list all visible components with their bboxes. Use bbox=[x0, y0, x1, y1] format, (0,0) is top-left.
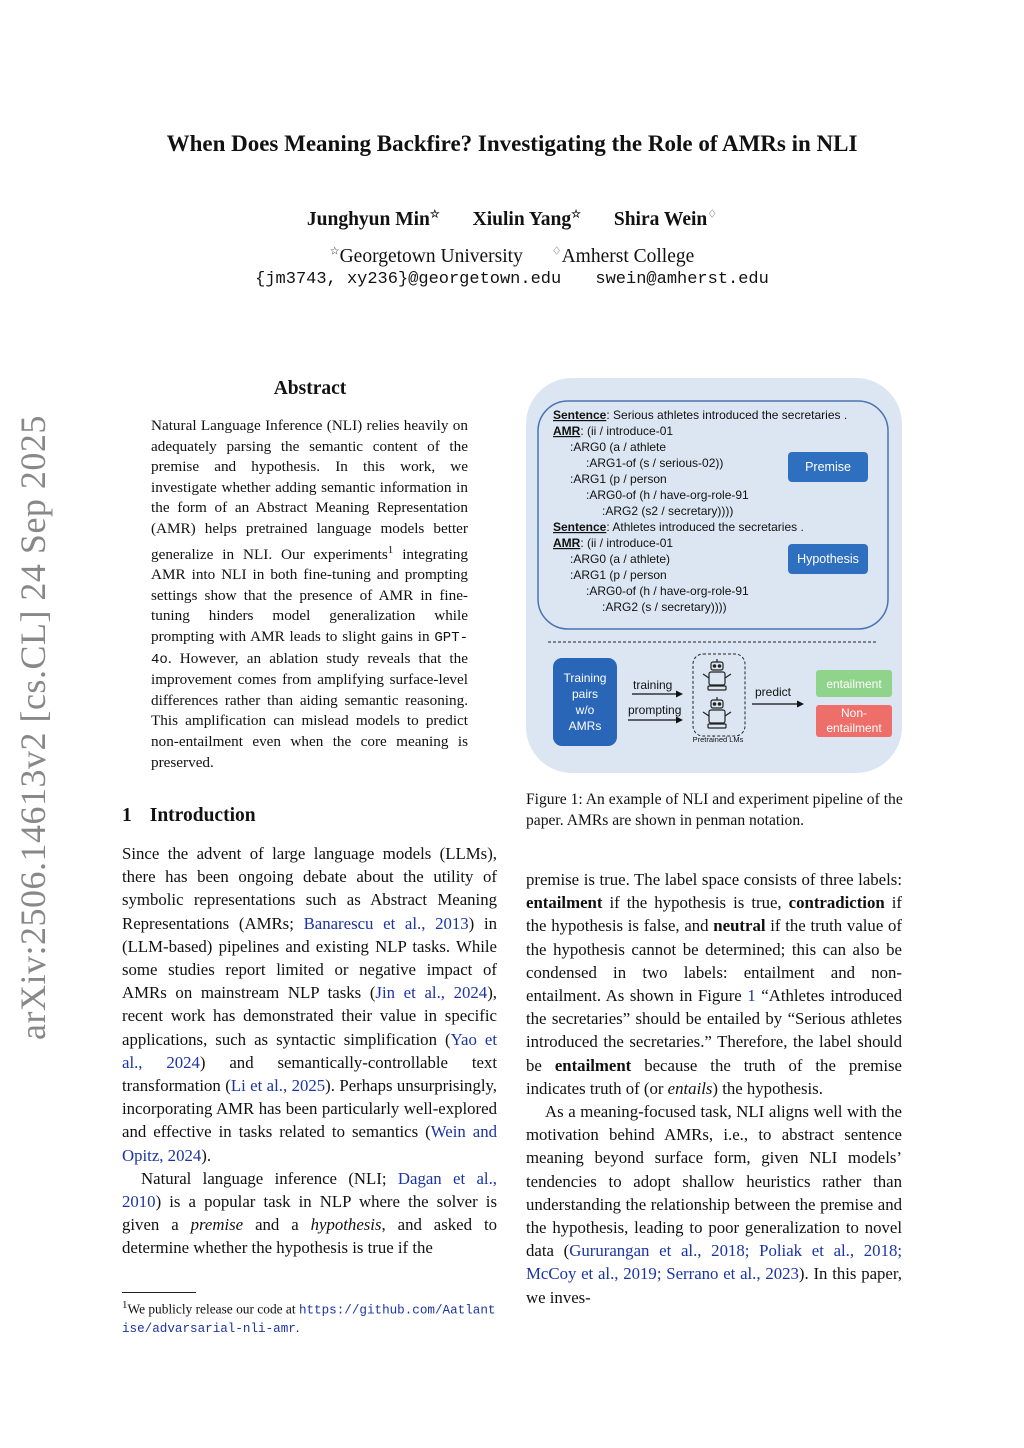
arxiv-stamp: arXiv:2506.14613v2 [cs.CL] 24 Sep 2025 bbox=[13, 415, 53, 1040]
hypothesis-amr-line: AMR: (ii / introduce-01 bbox=[553, 536, 674, 550]
prompting-arrow-label: prompting bbox=[628, 703, 682, 717]
affiliations bbox=[0, 244, 1024, 268]
premise-amr-line: :ARG0 (a / athlete bbox=[570, 440, 667, 454]
paper-title: When Does Meaning Backfire? Investigating the Role of AMRs in NLI bbox=[166, 131, 858, 156]
hypothesis-amr-line: :ARG0-of (h / have-org-role-91 bbox=[586, 584, 749, 598]
predict-arrow-label: predict bbox=[755, 685, 792, 699]
premise-amr-line: :ARG0-of (h / have-org-role-91 bbox=[586, 488, 749, 502]
training-arrow-label: training bbox=[633, 678, 673, 692]
hypothesis-amr-line: :ARG2 (s / secretary)))) bbox=[602, 600, 727, 614]
premise-sentence: Sentence: Serious athletes introduced the secretaries . bbox=[553, 408, 848, 422]
figure-1 bbox=[526, 378, 902, 773]
code-url-link[interactable]: https://github.com/Aatlantise/advarsarial-nli-amr bbox=[122, 1303, 496, 1337]
premise-amr-line: :ARG2 (s2 / secretary)))) bbox=[602, 504, 734, 518]
paragraph: Natural language inference (NLI; Dagan et al., 2010) is a popular task in NLP where the solver is given a premise and a hypothesis, and asked to determine whether the hypothesis is true if the bbox=[122, 1168, 498, 1258]
author: Shira Wein♢ bbox=[613, 208, 718, 230]
hypothesis-sentence: Sentence: Athletes introduced the secretaries . bbox=[553, 520, 804, 534]
abstract-heading: Abstract bbox=[273, 378, 347, 399]
hypothesis-amr-line: :ARG1 (p / person bbox=[570, 568, 667, 582]
model-name: GPT-4o bbox=[151, 630, 468, 668]
footnote-ref[interactable]: 1 bbox=[387, 543, 394, 556]
affiliation: ♢Amherst College bbox=[551, 245, 695, 267]
section-heading-introduction: 1 Introduction bbox=[122, 805, 256, 826]
premise-amr-line: :ARG1-of (s / serious-02)) bbox=[586, 456, 724, 470]
citation-link[interactable]: Banarescu et al., 2013 bbox=[303, 913, 469, 933]
citation-link[interactable]: McCoy et al., 2019 bbox=[526, 1264, 657, 1284]
paragraph: premise is true. The label space consists of three labels: entailment if the hypothesis is true, contradiction if the hypothesis is false, and neutral if the truth value of the hypothesis cannot be determined; this can also be condensed in two labels: entailment and non-entailment. As shown in Figure 1 “Athletes introduced the secretaries” should be entailed by “Serious athletes introduced the secretaries.” Therefore, the label should be entailment because the truth of the premise indicates truth of (or entails) the hypothesis. bbox=[526, 870, 902, 1098]
author-emails bbox=[0, 270, 1024, 289]
citation-link[interactable]: Jin et al., 2024 bbox=[375, 983, 488, 1003]
premise-amr-line: AMR: (ii / introduce-01 bbox=[553, 424, 674, 438]
citation-link[interactable]: Li et al., 2025 bbox=[230, 1076, 326, 1096]
figure-ref-link[interactable]: 1 bbox=[747, 986, 756, 1006]
right-column-body bbox=[526, 868, 902, 1309]
non-entailment-label: Non- bbox=[840, 706, 868, 720]
hypothesis-tag-label: Hypothesis bbox=[797, 552, 859, 566]
footnote: $^1$We publicly release our code at https://github.com/Aatlantise/advarsarial-nli-amr. bbox=[122, 1299, 496, 1337]
abstract-body: Natural Language Inference (NLI) relies heavily on adequately parsing the semantic content of the premise and hypothesis. In this work, we investigate whether adding semantic information in the form of an Abstract Meaning Representation (AMR) helps pretrained language models better generalize in NLI. Our experiments$^1$ integrating AMR into NLI in both fine-tuning and prompting settings show that the presence of AMR in fine-tuning hinders model generalization while prompting with AMR leads to slight gains in GPT-4o. However, an ablation study reveals that the improvement comes from amplifying surface-level differences rather than aiding semantic reasoning. This amplification can mislead models to predict non-entailment even when the core meaning is preserved. bbox=[151, 417, 468, 771]
citation-link[interactable]: Serrano et al., 2023 bbox=[666, 1264, 799, 1284]
premise-amr-line: :ARG1 (p / person bbox=[570, 472, 667, 486]
training-box-line: pairs bbox=[571, 687, 599, 701]
hypothesis-amr-line: :ARG0 (a / athlete) bbox=[570, 552, 671, 566]
affiliation: ☆Georgetown University bbox=[329, 245, 523, 267]
email: {jm3743, xy236}@georgetown.edu bbox=[255, 270, 562, 289]
author-list bbox=[0, 207, 1024, 231]
author: Xiulin Yang☆ bbox=[472, 208, 581, 230]
citation-link[interactable]: Poliak et al., 2018 bbox=[759, 1241, 898, 1261]
citation-link[interactable]: Dagan et al., 2010 bbox=[122, 1168, 497, 1212]
figure-caption: Figure 1: An example of NLI and experiment pipeline of the paper. AMRs are shown in penman notation. bbox=[526, 791, 903, 829]
paragraph: As a meaning-focused task, NLI aligns well with the motivation behind AMRs, i.e., to abstract sentence meaning beyond surface form, given NLI models’ tendencies to adopt shallow heuristics rather than understanding the relationship between the premise and the hypothesis, leading to poor generalization to novel data (Gururangan et al., 2018; Poliak et al., 2018; McCoy et al., 2019; Serrano et al., 2023). In this paper, we inves- bbox=[526, 1102, 903, 1307]
training-box-line: w/o bbox=[575, 703, 595, 717]
figure-1-diagram bbox=[526, 378, 902, 773]
introduction-body bbox=[122, 842, 497, 1260]
entailment-label: entailment bbox=[826, 677, 882, 691]
training-box-line: Training bbox=[563, 671, 607, 685]
pretrained-lms-label: Pretrained LMs bbox=[692, 735, 744, 744]
citation-link[interactable]: Yao et al., 2024 bbox=[122, 1029, 497, 1072]
training-box-line: AMRs bbox=[568, 719, 602, 733]
citation-link[interactable]: Gururangan et al., 2018 bbox=[569, 1241, 745, 1261]
author: Junghyun Min☆ bbox=[306, 208, 440, 230]
citation-link[interactable]: Wein and Opitz, 2024 bbox=[122, 1122, 498, 1165]
paragraph: Since the advent of large language models (LLMs), there has been ongoing debate about the utility of symbolic representations such as Abstract Meaning Representations (AMRs; Banarescu et al., 2013) in (LLM-based) pipelines and existing NLP tasks. While some studies report limited or negative impact of AMRs on mainstream NLP tasks (Jin et al., 2024), recent work has demonstrated their value in specific applications, such as syntactic simplification (Yao et al., 2024) and semantically-controllable text transformation (Li et al., 2025). Perhaps unsurprisingly, incorporating AMR has been particularly well-explored and effective in tasks related to semantics (Wein and Opitz, 2024). bbox=[122, 844, 498, 1165]
email: swein@amherst.edu bbox=[595, 270, 769, 289]
premise-tag-label: Premise bbox=[805, 460, 851, 474]
non-entailment-label: entailment bbox=[826, 721, 882, 735]
footnote-rule bbox=[122, 1292, 196, 1293]
